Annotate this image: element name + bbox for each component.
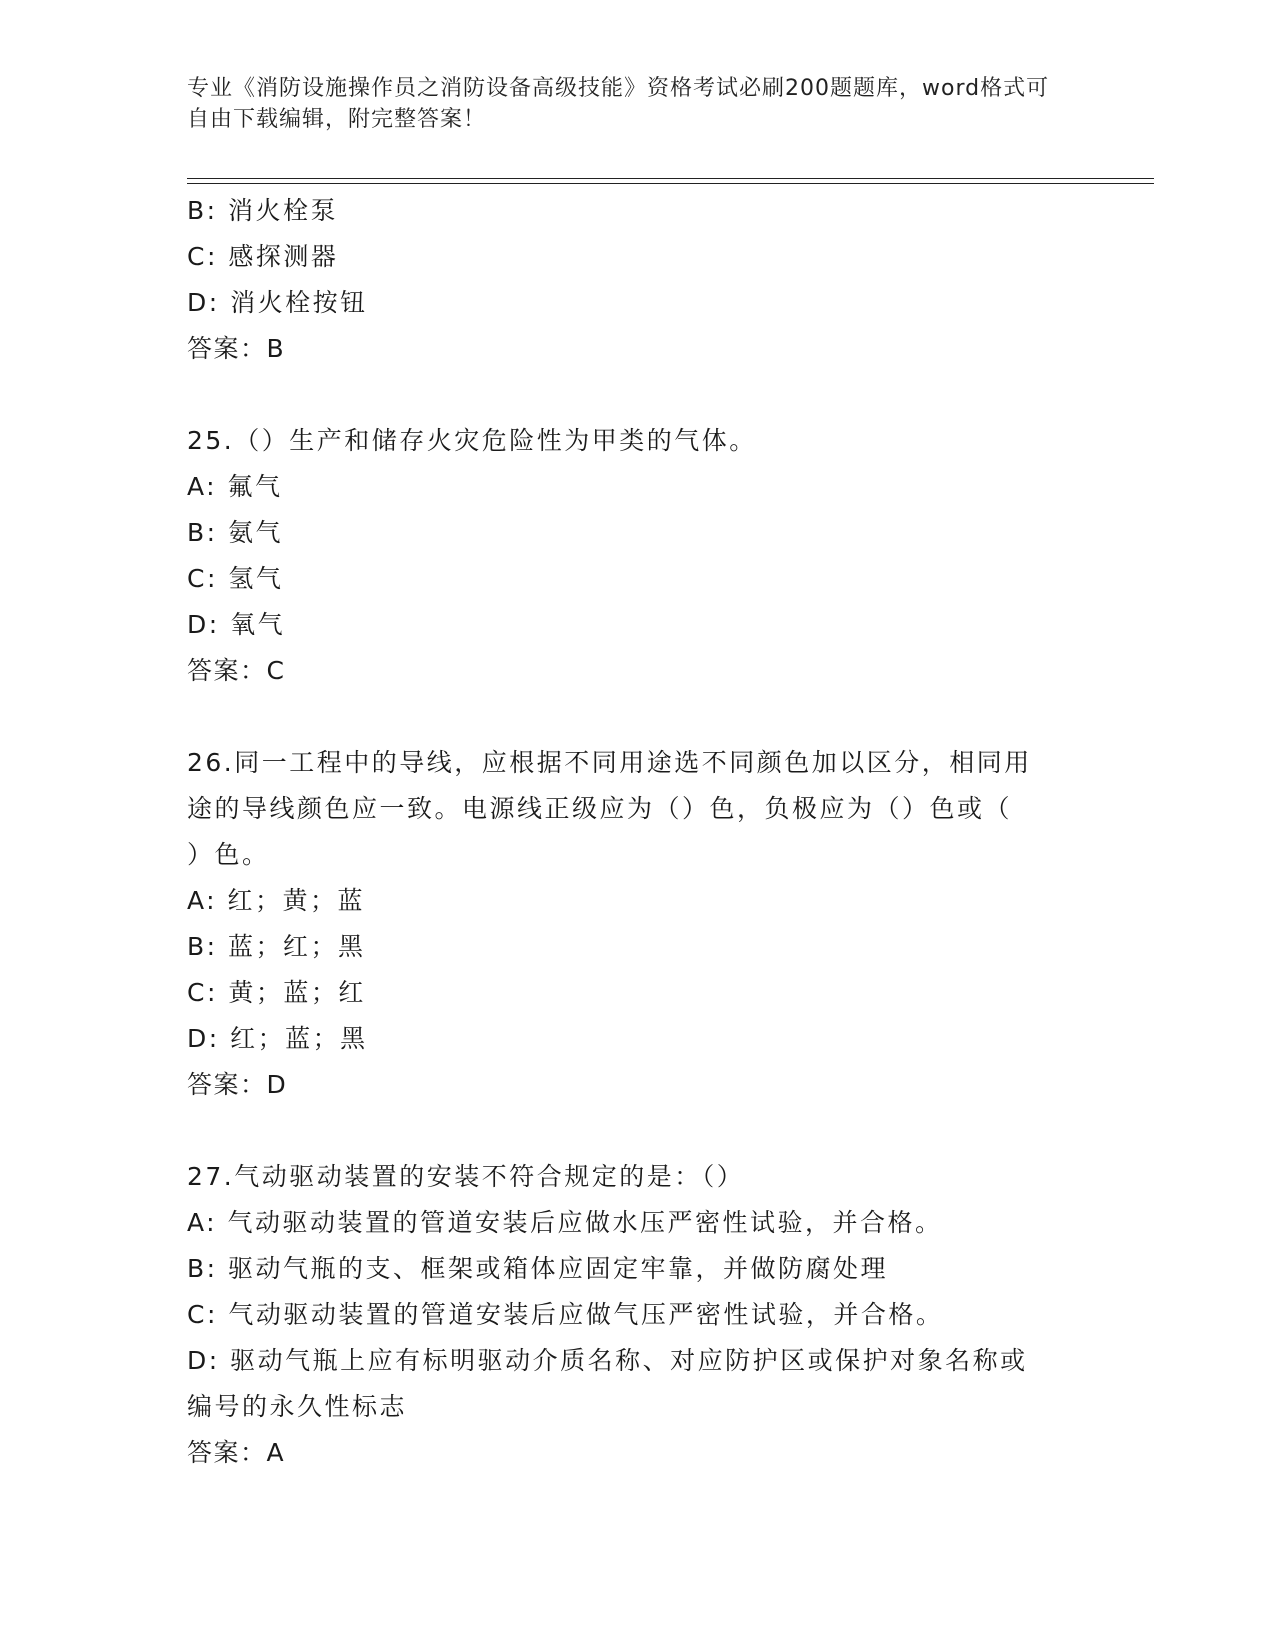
- header-rule-bottom: [187, 183, 1154, 184]
- question-stem: 25.（）生产和储存火灾危险性为甲类的气体。: [187, 426, 757, 455]
- question-block: [187, 1154, 1087, 1476]
- option-b: B: 驱动气瓶的支、框架或箱体应固定牢靠，并做防腐处理: [187, 1254, 889, 1283]
- spacer: [187, 694, 1087, 740]
- spacer: [187, 1108, 1087, 1154]
- option-d-line: 编号的永久性标志: [187, 1392, 408, 1421]
- question-block: [187, 418, 1087, 694]
- option-c: C: 氢气: [187, 564, 284, 593]
- option-d: D: 红；蓝；黑: [187, 1024, 368, 1053]
- option-b: B: 消火栓泵: [187, 196, 339, 225]
- option-a: A: 气动驱动装置的管道安装后应做水压严密性试验，并合格。: [187, 1208, 943, 1237]
- option-d-line: D: 驱动气瓶上应有标明驱动介质名称、对应防护区或保护对象名称或: [187, 1346, 1028, 1375]
- question-stem-line: 26.同一工程中的导线，应根据不同用途选不同颜色加以区分，相同用: [187, 748, 1032, 777]
- question-stem-line: ）色。: [187, 840, 270, 869]
- option-d: D: 氧气: [187, 610, 286, 639]
- answer-line: 答案：B: [187, 334, 286, 363]
- question-list: [187, 188, 1087, 1476]
- answer-line: 答案：C: [187, 656, 286, 685]
- header-rule-top: [187, 178, 1154, 179]
- question-block: [187, 740, 1087, 1108]
- spacer: [187, 372, 1087, 418]
- answer-line: 答案：D: [187, 1070, 288, 1099]
- answer-line: 答案：A: [187, 1438, 286, 1467]
- option-a: A: 红；黄；蓝: [187, 886, 366, 915]
- option-b: B: 氨气: [187, 518, 284, 547]
- option-b: B: 蓝；红；黑: [187, 932, 366, 961]
- question-block: [187, 188, 1087, 372]
- option-c: C: 气动驱动装置的管道安装后应做气压严密性试验，并合格。: [187, 1300, 944, 1329]
- option-c: C: 感探测器: [187, 242, 339, 271]
- option-d: D: 消火栓按钮: [187, 288, 368, 317]
- option-c: C: 黄；蓝；红: [187, 978, 366, 1007]
- question-stem-line: 途的导线颜色应一致。电源线正级应为（）色，负极应为（）色或（: [187, 794, 1013, 823]
- question-stem: 27.气动驱动装置的安装不符合规定的是：（）: [187, 1162, 745, 1191]
- option-a: A: 氟气: [187, 472, 283, 501]
- page-header: 专业《消防设施操作员之消防设备高级技能》资格考试必刷200题题库，word格式可自由下载编辑，附完整答案！: [187, 76, 1050, 132]
